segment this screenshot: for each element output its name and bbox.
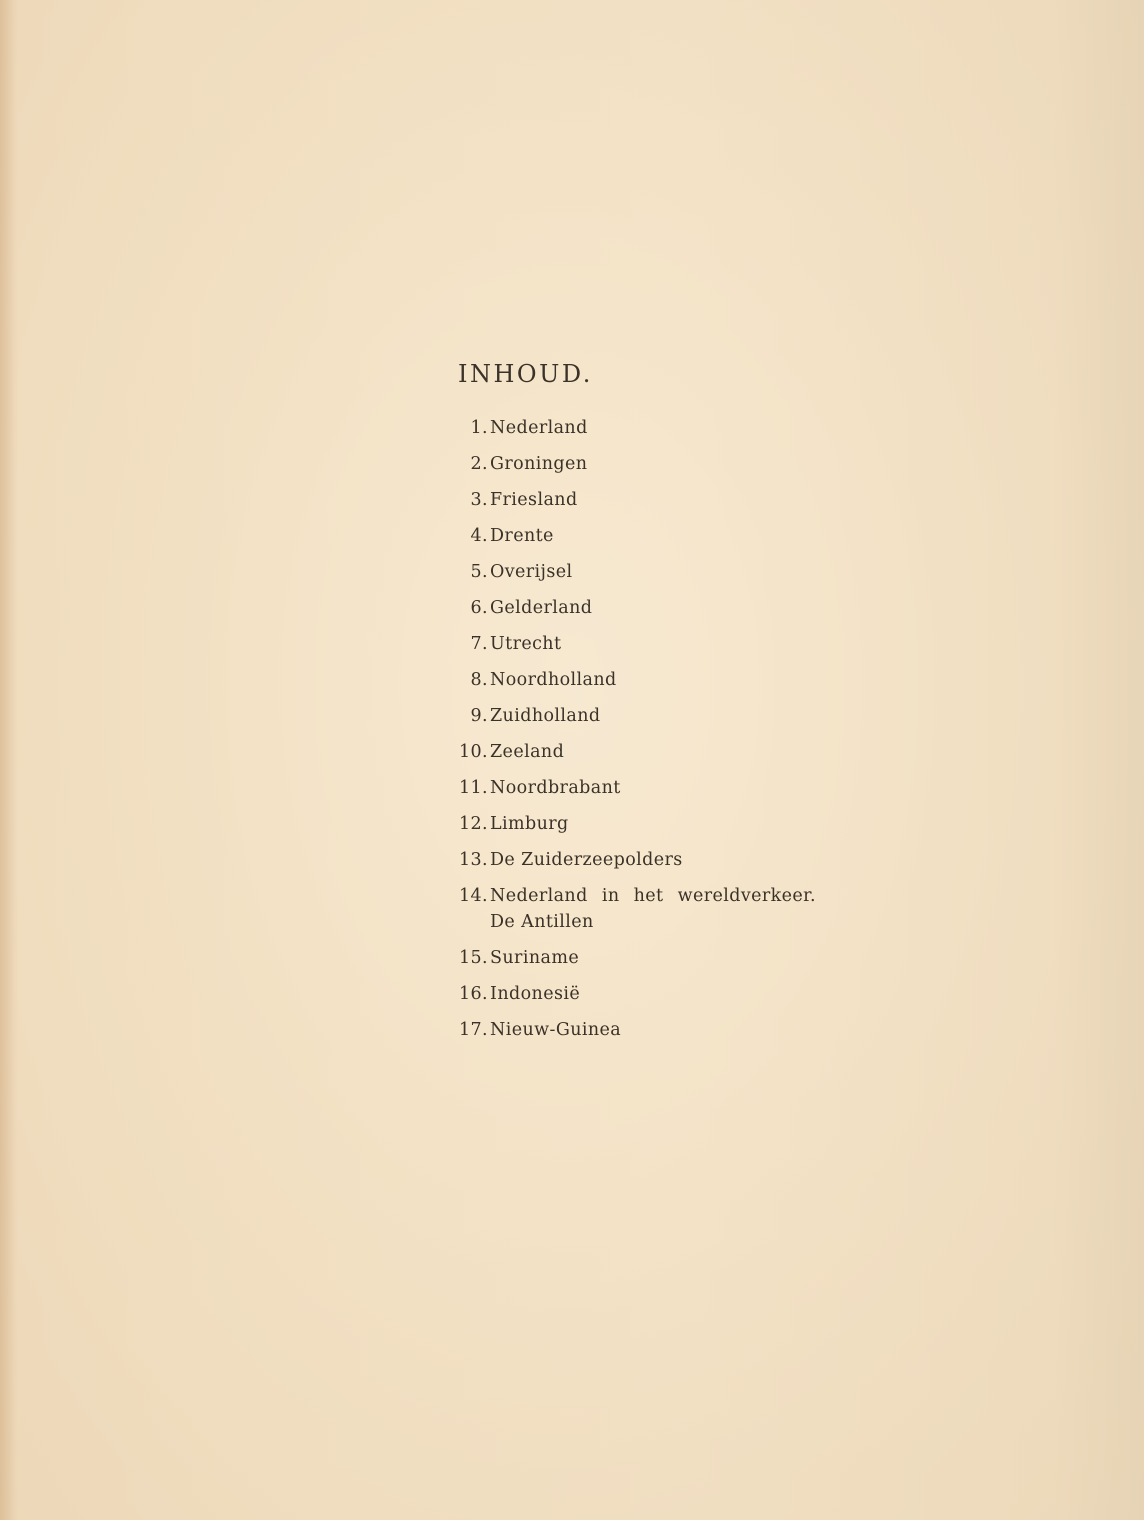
toc-item [452,847,822,883]
toc-item-number: 2. [470,454,488,474]
toc-item [452,981,822,1017]
toc-item-number: 5. [470,562,488,582]
toc-item [452,775,822,811]
toc-item [452,595,822,631]
toc-item-number: 17. [458,1020,488,1040]
toc-item-label-continuation: De Antillen [490,912,594,932]
toc-item-number: 16. [458,984,488,1004]
toc-item-number: 9. [470,706,488,726]
toc-item-label: Nederland [490,418,588,438]
toc-item-number: 14. [458,886,488,906]
toc-item-number: 10. [458,742,488,762]
toc-item-label: Nieuw-Guinea [490,1020,622,1040]
toc-list [452,415,822,1053]
toc-item [452,945,822,981]
toc-item-label: Zuidholland [490,706,601,726]
toc-item-number: 13. [458,850,488,870]
toc-item [452,415,822,451]
toc-item-label: Overijsel [490,562,573,582]
toc-item-number: 1. [470,418,488,438]
toc-item [452,487,822,523]
toc-item-label: Gelderland [490,598,593,618]
toc-item-label: Utrecht [490,634,562,654]
toc-item-label: Zeeland [490,742,565,762]
toc-item-number: 3. [470,490,488,510]
toc-item-number: 7. [470,634,488,654]
toc-item-label: Limburg [490,814,569,834]
page-show-through [1054,0,1144,1520]
toc-item [452,739,822,775]
toc-item [452,667,822,703]
toc-item-number: 11. [458,778,488,798]
toc-item [452,631,822,667]
toc-item-label: De Zuiderzeepolders [490,850,683,870]
toc-item-label: Indonesië [490,984,581,1004]
toc-item-number: 6. [470,598,488,618]
toc-item [452,1017,822,1053]
toc-item [452,883,822,945]
toc-item-number: 4. [470,526,488,546]
page-edge-shadow [0,0,18,1520]
toc-item-number: 15. [458,948,488,968]
toc-item [452,811,822,847]
toc-title: INHOUD. [458,360,593,388]
toc-item [452,523,822,559]
toc-item-label: Nederland in het wereldverkeer. [490,886,816,906]
toc-item-label: Groningen [490,454,588,474]
toc-item-label: Drente [490,526,554,546]
toc-item-label-block [488,883,816,945]
toc-item-label: Suriname [490,948,580,968]
toc-item-label: Friesland [490,490,578,510]
toc-item [452,559,822,595]
toc-item-label: Noordbrabant [490,778,621,798]
toc-item-label: Noordholland [490,670,617,690]
toc-item [452,703,822,739]
toc-item-number: 12. [458,814,488,834]
toc-item [452,451,822,487]
toc-item-number: 8. [470,670,488,690]
